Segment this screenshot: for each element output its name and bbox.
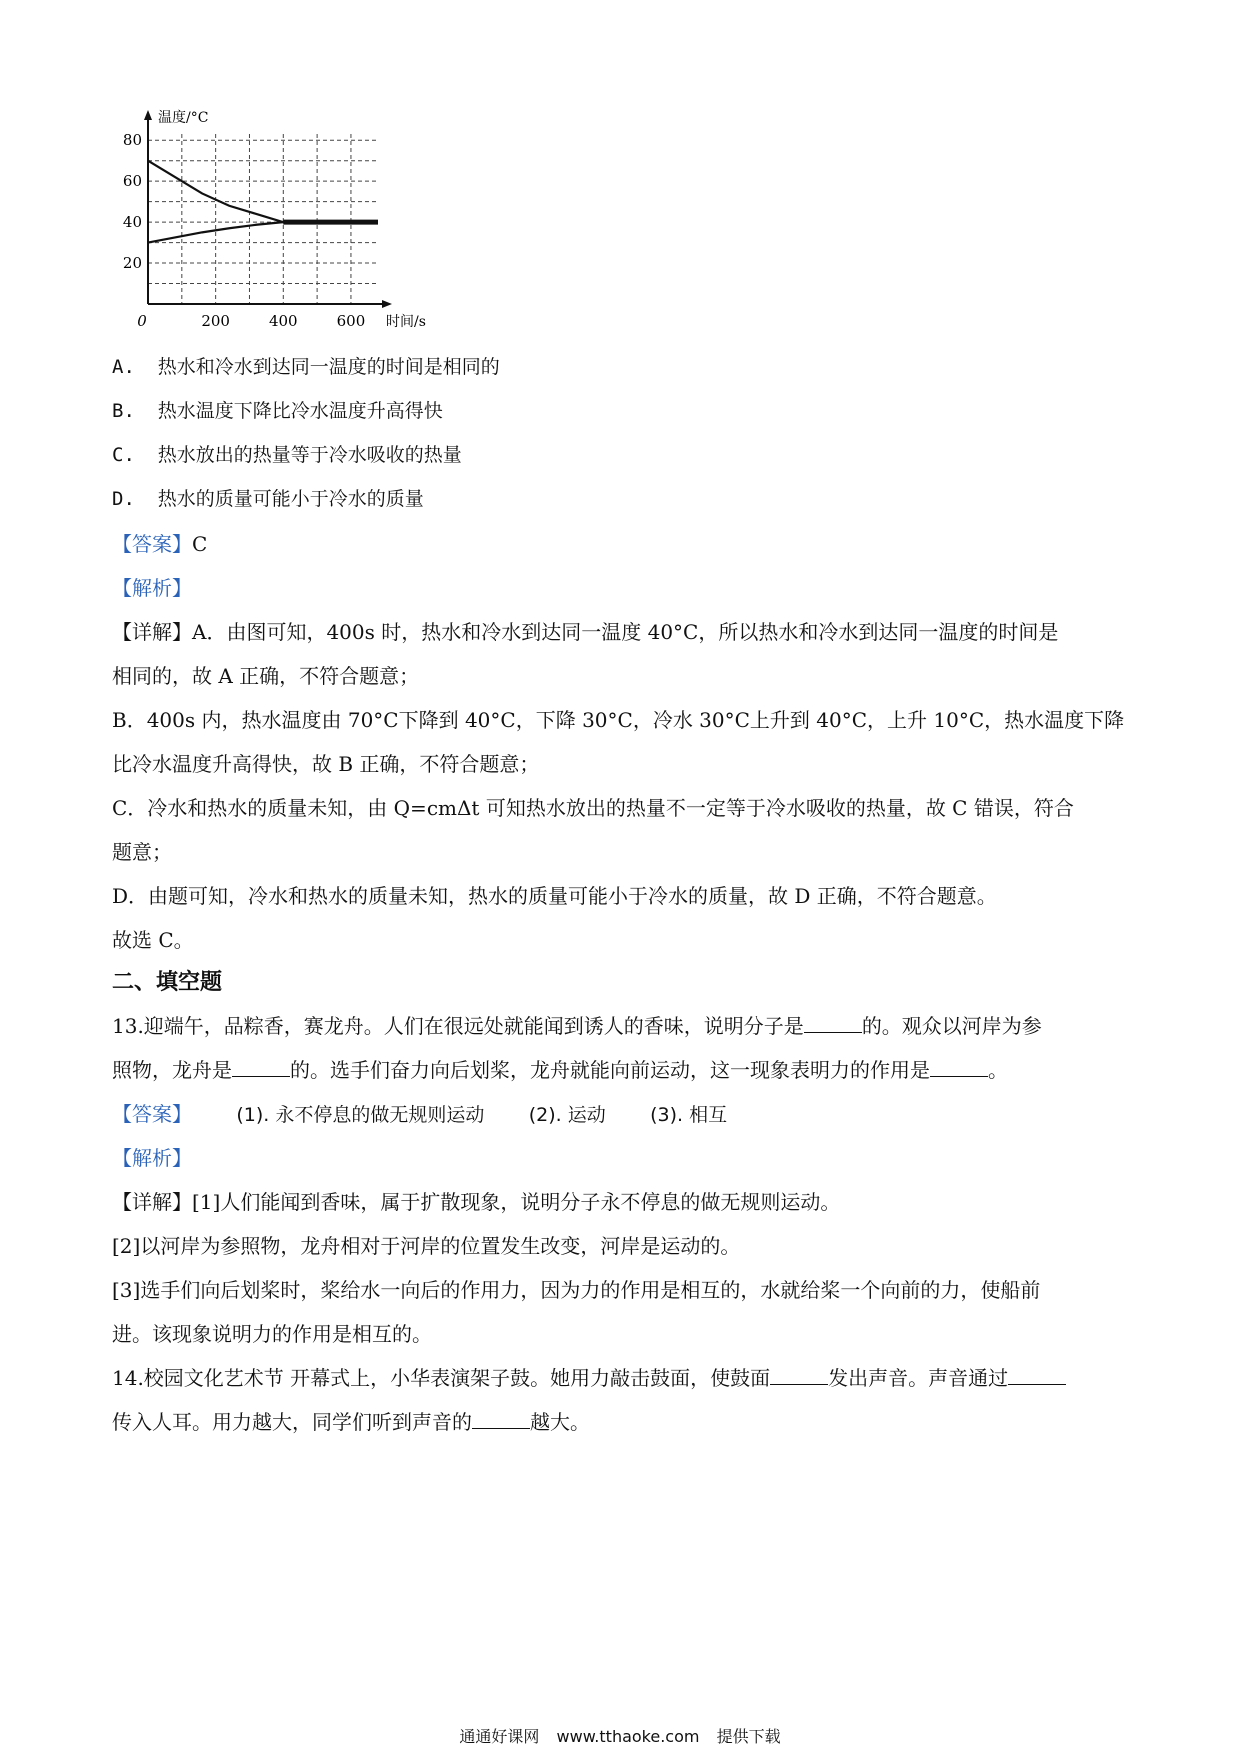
x-tick-label: 600 (336, 312, 366, 330)
answer-blank (770, 1368, 828, 1385)
chart-axes (144, 110, 392, 308)
x-axis-arrow (382, 300, 392, 308)
answer-blank (930, 1060, 988, 1077)
footer-url[interactable]: www.tthaoke.com (556, 1727, 700, 1746)
q13-question-line1: 13.迎端午，品粽香，赛龙舟。人们在很远处就能闻到诱人的香味，说明分子是 的。观众以河岸为参 (112, 1014, 1042, 1038)
footer-action: 提供下载 (716, 1727, 781, 1746)
option-c: C. 热水放出的热量等于冷水吸收的热量 (112, 444, 462, 466)
q12-analysis-tag: 【解析】 (112, 576, 192, 600)
q12-detail-line: B．400s 内，热水温度由 70°C下降到 40°C，下降 30°C，冷水 30°C上升到 40°C，上升 10°C，热水温度下降 (112, 708, 1125, 732)
q12-detail-line: 故选 C。 (112, 928, 194, 952)
q12-detail-line: D．由题可知，冷水和热水的质量未知，热水的质量可能小于冷水的质量，故 D 正确，不符合题意。 (112, 884, 997, 908)
x-axis-label: 时间/s (386, 314, 426, 330)
answer-blank (472, 1412, 530, 1429)
option-d: D. 热水的质量可能小于冷水的质量 (112, 488, 424, 510)
series-line-1 (148, 161, 378, 222)
series-line-2 (148, 222, 378, 242)
q12-detail-line: 题意； (112, 840, 172, 864)
section-heading: 二、填空题 (112, 970, 223, 995)
q13-analysis-tag: 【解析】 (112, 1146, 192, 1170)
y-tick-label: 80 (122, 131, 142, 150)
y-axis-label: 温度/°C (158, 110, 209, 126)
q13-detail-line: 【详解】[1]人们能闻到香味，属于扩散现象，说明分子永不停息的做无规则运动。 (112, 1190, 841, 1214)
x-tick-label: 400 (268, 312, 298, 330)
q12-answer: 【答案】C (112, 532, 208, 556)
q13-question-line2: 照物，龙舟是 的。选手们奋力向后划桨，龙舟就能向前运动，这一现象表明力的作用是 。 (112, 1058, 1008, 1082)
q13-answer: 【答案】 (1). 永不停息的做无规则运动 (2). 运动 (3). 相互 (112, 1102, 728, 1126)
y-tick-label: 20 (122, 254, 142, 273)
q12-detail-line: 比冷水温度升高得快，故 B 正确，不符合题意； (112, 752, 540, 776)
page-footer (0, 1724, 1240, 1747)
q12-detail-line: 相同的，故 A 正确，不符合题意； (112, 664, 420, 688)
q12-detail-line: 【详解】A．由图可知，400s 时，热水和冷水到达同一温度 40°C，所以热水和冷水到达同一温度的时间是 (112, 620, 1059, 644)
y-axis-arrow (144, 110, 152, 120)
option-b: B. 热水温度下降比冷水温度升高得快 (112, 400, 443, 422)
x-tick-label: 0 (137, 312, 147, 330)
x-tick-label: 200 (201, 312, 230, 330)
answer-blank (232, 1060, 290, 1077)
option-a: A. 热水和冷水到达同一温度的时间是相同的 (112, 356, 500, 378)
chart-tick-labels (123, 131, 365, 330)
answer-blank (804, 1016, 862, 1033)
q12-detail-line: C．冷水和热水的质量未知，由 Q=cmΔt 可知热水放出的热量不一定等于冷水吸收的热量，故 C 错误，符合 (112, 796, 1074, 820)
answer-blank (1008, 1368, 1066, 1385)
q14-question-line2: 传入人耳。用力越大，同学们听到声音的 越大。 (112, 1410, 590, 1434)
chart-grid (148, 134, 378, 304)
temperature-time-chart (118, 108, 498, 378)
q13-detail-line: [3]选手们向后划桨时，桨给水一向后的作用力，因为力的作用是相互的，水就给桨一个向前的力，使船前 (112, 1278, 1041, 1302)
q13-detail-line: 进。该现象说明力的作用是相互的。 (112, 1322, 432, 1346)
q13-detail-line: [2]以河岸为参照物，龙舟相对于河岸的位置发生改变，河岸是运动的。 (112, 1234, 741, 1258)
footer-site: 通通好课网 (459, 1727, 540, 1746)
y-tick-label: 60 (122, 172, 142, 191)
y-tick-label: 40 (122, 213, 142, 232)
q14-question-line1: 14.校园文化艺术节 开幕式上，小华表演架子鼓。她用力敲击鼓面，使鼓面 发出声音。声音通过 (112, 1368, 1066, 1388)
